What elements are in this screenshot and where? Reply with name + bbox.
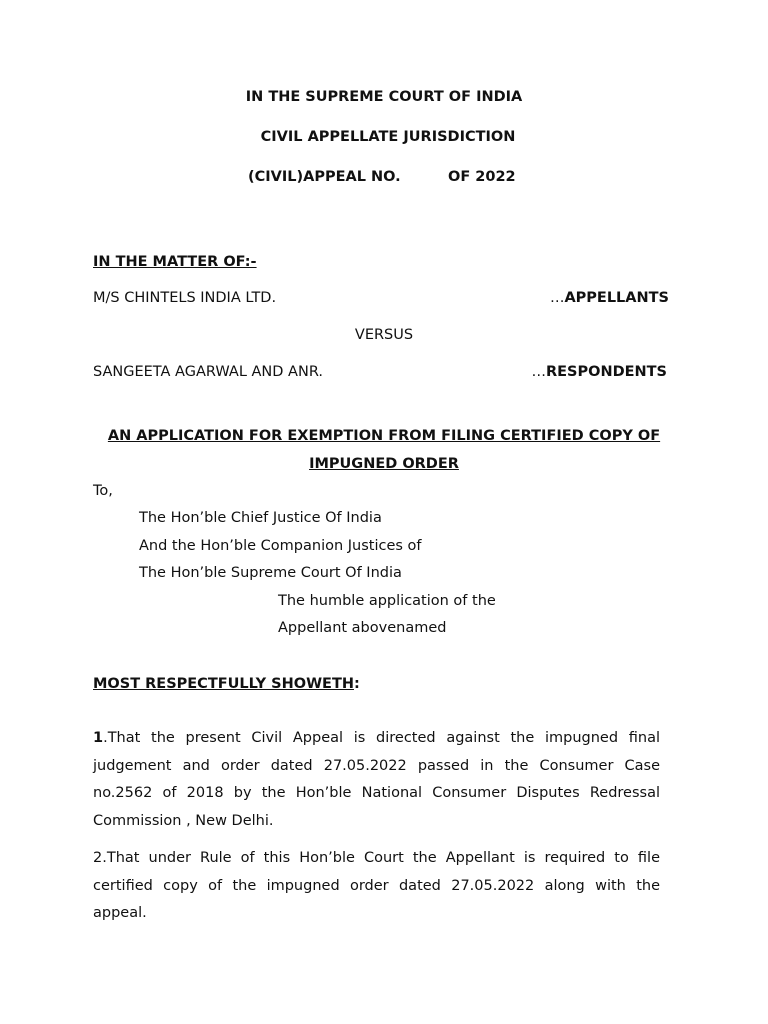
appellant-name: M/S CHINTELS INDIA LTD. bbox=[93, 290, 277, 306]
paragraph-1 bbox=[93, 725, 660, 835]
address-line-5: Appellant abovenamed bbox=[278, 620, 447, 636]
appeal-year: OF 2022 bbox=[448, 169, 516, 185]
jurisdiction-title: CIVIL APPELLATE JURISDICTION bbox=[260, 129, 516, 145]
paragraph-1-text: .That the present Civil Appeal is directed against the impugned final judgement and order dated 27.05.2022 passed in the Consumer Case no.2562 of 2018 by the Hon’ble National Consumer Disputes Redressal Commission , New Delhi. bbox=[93, 730, 660, 829]
in-the-matter-text: IN THE MATTER OF:- bbox=[93, 254, 257, 270]
respondent-role bbox=[531, 362, 667, 382]
paragraph-2: 2.That under Rule of this Hon’ble Court the Appellant is required to file certified copy of the impugned order dated 27.05.2022 along with the appeal. bbox=[93, 850, 660, 921]
paragraph-1-number: 1 bbox=[93, 730, 104, 746]
address-to: To, bbox=[93, 483, 113, 499]
appellant-role-label: APPELLANTS bbox=[564, 290, 669, 306]
respondent-role-label: RESPONDENTS bbox=[545, 364, 667, 380]
court-title: IN THE SUPREME COURT OF INDIA bbox=[245, 89, 523, 105]
showeth-text: MOST RESPECTFULLY SHOWETH bbox=[93, 676, 354, 692]
showeth-heading bbox=[93, 674, 360, 694]
appellant-role bbox=[550, 288, 669, 308]
appeal-number-label: (CIVIL)APPEAL NO. bbox=[248, 169, 401, 185]
appellant-ellipsis: … bbox=[549, 290, 565, 306]
address-line-4: The humble application of the bbox=[278, 593, 496, 609]
application-title-line2: IMPUGNED ORDER bbox=[309, 456, 459, 472]
address-line-3: The Hon’ble Supreme Court Of India bbox=[139, 565, 402, 581]
in-the-matter-heading bbox=[93, 252, 257, 272]
application-title-line1: AN APPLICATION FOR EXEMPTION FROM FILING CERTIFIED COPY OF bbox=[107, 428, 661, 444]
address-line-2: And the Hon’ble Companion Justices of bbox=[139, 538, 422, 554]
versus-label: VERSUS bbox=[354, 327, 414, 343]
showeth-colon: : bbox=[354, 676, 360, 692]
respondent-ellipsis: … bbox=[531, 364, 546, 380]
respondent-name: SANGEETA AGARWAL AND ANR. bbox=[93, 364, 323, 380]
address-line-1: The Hon’ble Chief Justice Of India bbox=[139, 510, 382, 526]
